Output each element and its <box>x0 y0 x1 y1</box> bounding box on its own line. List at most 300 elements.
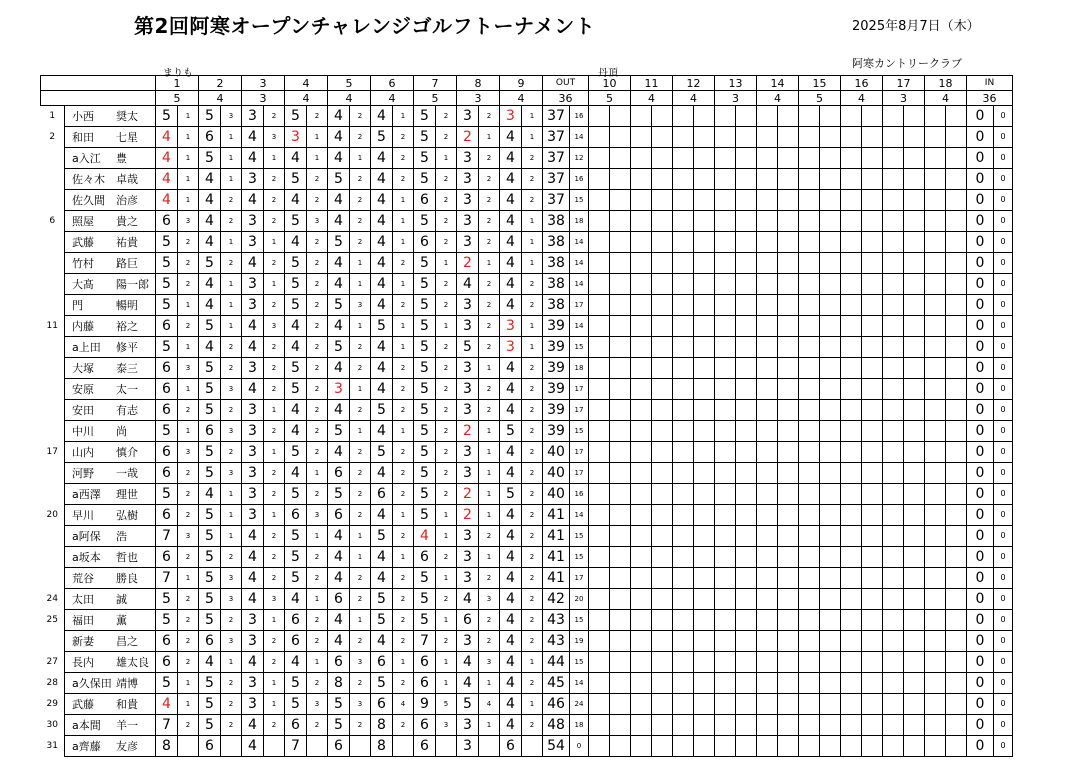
out-total: 43 <box>543 610 570 631</box>
hole-strokes: 4 <box>500 295 522 316</box>
hole-strokes: 6 <box>156 652 178 673</box>
back-nine-cell <box>694 484 715 505</box>
out-points-total: 24 <box>570 694 589 715</box>
player-given-name: 哲也 <box>116 550 138 564</box>
hole-strokes: 4 <box>371 631 393 652</box>
hole-strokes: 4 <box>371 106 393 127</box>
back-nine-cell <box>778 736 799 757</box>
hole-points: 2 <box>264 106 285 127</box>
back-nine-cell <box>589 631 610 652</box>
back-nine-cell <box>589 694 610 715</box>
back-nine-cell <box>841 106 862 127</box>
hole-points: 1 <box>178 421 199 442</box>
out-points-total: 15 <box>570 421 589 442</box>
hole-strokes: 4 <box>371 190 393 211</box>
back-nine-cell <box>631 442 652 463</box>
hole-strokes: 4 <box>371 211 393 232</box>
back-nine-cell <box>694 190 715 211</box>
hole-strokes: 6 <box>285 631 307 652</box>
back-nine-cell <box>631 253 652 274</box>
hole-strokes: 5 <box>414 295 436 316</box>
hole-points: 2 <box>393 127 414 148</box>
back-nine-cell <box>862 190 883 211</box>
back-nine-cell <box>736 358 757 379</box>
player-name <box>65 505 156 526</box>
hole-strokes: 3 <box>242 358 264 379</box>
hole-points: 2 <box>436 337 457 358</box>
hole-number: 13 <box>715 76 757 91</box>
hole-strokes: 4 <box>199 169 221 190</box>
out-total: 40 <box>543 442 570 463</box>
back-nine-cell <box>757 736 778 757</box>
hole-points: 2 <box>522 295 543 316</box>
back-nine-cell <box>589 673 610 694</box>
back-nine-cell <box>694 232 715 253</box>
hole-strokes: 3 <box>457 211 479 232</box>
in-points-total: 0 <box>994 652 1013 673</box>
hole-points: 3 <box>221 106 242 127</box>
hole-points: 2 <box>350 463 371 484</box>
hole-points: 2 <box>307 358 328 379</box>
hole-points: 2 <box>522 673 543 694</box>
back-nine-cell <box>883 127 904 148</box>
hole-points: 2 <box>264 379 285 400</box>
back-nine-cell <box>820 211 841 232</box>
back-nine-cell <box>589 568 610 589</box>
rank <box>41 463 65 484</box>
hole-points: 2 <box>479 232 500 253</box>
hole-strokes: 3 <box>242 421 264 442</box>
back-nine-cell <box>904 568 925 589</box>
back-nine-cell <box>946 127 967 148</box>
hole-points: 2 <box>264 568 285 589</box>
hole-points: 1 <box>221 316 242 337</box>
in-points-total: 0 <box>994 169 1013 190</box>
hole-strokes: 4 <box>371 169 393 190</box>
back-nine-cell <box>778 463 799 484</box>
back-nine-cell <box>652 211 673 232</box>
player-given-name: 卓哉 <box>116 172 138 186</box>
back-nine-cell <box>610 316 631 337</box>
hole-points: 2 <box>436 274 457 295</box>
hole-strokes: 5 <box>414 274 436 295</box>
hole-points: 2 <box>307 547 328 568</box>
in-header: IN <box>967 76 1013 91</box>
back-nine-cell <box>589 232 610 253</box>
back-nine-cell <box>631 337 652 358</box>
player-name <box>65 106 156 127</box>
hole-points: 2 <box>264 295 285 316</box>
hole-strokes: 3 <box>457 526 479 547</box>
player-row <box>41 463 1013 484</box>
in-points-total: 0 <box>994 232 1013 253</box>
back-nine-cell <box>883 211 904 232</box>
hole-points: 1 <box>221 526 242 547</box>
back-nine-cell <box>841 253 862 274</box>
hole-strokes: 4 <box>242 379 264 400</box>
back-nine-cell <box>883 295 904 316</box>
hole-strokes: 3 <box>242 442 264 463</box>
back-nine-cell <box>862 526 883 547</box>
hole-strokes: 2 <box>457 253 479 274</box>
hole-strokes: 3 <box>457 379 479 400</box>
back-nine-cell <box>610 547 631 568</box>
back-nine-cell <box>652 442 673 463</box>
hole-points: 2 <box>178 652 199 673</box>
hole-strokes: 4 <box>156 169 178 190</box>
back-nine-cell <box>946 253 967 274</box>
back-nine-cell <box>610 148 631 169</box>
hole-strokes: 4 <box>500 253 522 274</box>
back-nine-cell <box>673 421 694 442</box>
back-nine-cell <box>631 421 652 442</box>
back-nine-cell <box>673 505 694 526</box>
player-family-name: a西澤 <box>72 487 101 501</box>
player-name <box>65 652 156 673</box>
hole-points: 2 <box>178 505 199 526</box>
hole-points: 2 <box>178 610 199 631</box>
hole-points: 1 <box>479 421 500 442</box>
hole-points: 1 <box>436 148 457 169</box>
hole-points: 2 <box>436 547 457 568</box>
back-nine-cell <box>883 232 904 253</box>
back-nine-cell <box>631 484 652 505</box>
player-given-name: 太一 <box>116 382 138 396</box>
hole-points: 3 <box>307 211 328 232</box>
hole-points: 2 <box>350 568 371 589</box>
out-points-total: 15 <box>570 526 589 547</box>
back-nine-cell <box>862 421 883 442</box>
hole-strokes: 4 <box>371 148 393 169</box>
hole-points: 2 <box>393 253 414 274</box>
hole-strokes: 6 <box>156 400 178 421</box>
back-nine-cell <box>652 295 673 316</box>
back-nine-cell <box>694 337 715 358</box>
back-nine-cell <box>778 673 799 694</box>
hole-strokes: 3 <box>457 400 479 421</box>
hole-strokes: 4 <box>199 484 221 505</box>
hole-strokes: 4 <box>500 442 522 463</box>
back-nine-cell <box>736 295 757 316</box>
back-nine-cell <box>715 337 736 358</box>
back-nine-cell <box>799 652 820 673</box>
hole-strokes: 4 <box>500 127 522 148</box>
back-nine-cell <box>925 736 946 757</box>
back-nine-cell <box>736 106 757 127</box>
hole-strokes: 4 <box>414 526 436 547</box>
out-total: 38 <box>543 232 570 253</box>
hole-points: 2 <box>178 631 199 652</box>
hole-strokes: 4 <box>328 400 350 421</box>
back-nine-cell <box>694 211 715 232</box>
hole-number: 14 <box>757 76 799 91</box>
back-nine-cell <box>778 169 799 190</box>
hole-points: 1 <box>350 526 371 547</box>
hole-strokes: 5 <box>414 106 436 127</box>
hole-number: 8 <box>457 76 500 91</box>
hole-strokes: 5 <box>156 295 178 316</box>
back-nine-cell <box>904 232 925 253</box>
back-nine-cell <box>673 526 694 547</box>
back-nine-cell <box>652 127 673 148</box>
hole-points: 1 <box>436 316 457 337</box>
back-nine-cell <box>925 169 946 190</box>
hole-points: 2 <box>307 274 328 295</box>
hole-points: 2 <box>350 127 371 148</box>
back-nine-cell <box>799 505 820 526</box>
rank: 20 <box>46 509 58 520</box>
hole-strokes: 5 <box>156 673 178 694</box>
out-total: 41 <box>543 568 570 589</box>
hole-strokes: 4 <box>371 337 393 358</box>
rank <box>41 148 65 169</box>
player-row <box>41 106 1013 127</box>
back-nine-cell <box>862 379 883 400</box>
hole-points: 1 <box>264 442 285 463</box>
hole-strokes: 3 <box>242 673 264 694</box>
back-nine-cell <box>757 400 778 421</box>
hole-number: 2 <box>199 76 242 91</box>
back-nine-cell <box>757 148 778 169</box>
hole-strokes: 7 <box>285 736 307 757</box>
out-total: 46 <box>543 694 570 715</box>
back-nine-cell <box>778 484 799 505</box>
in-points-total: 0 <box>994 589 1013 610</box>
par-value: 5 <box>589 91 631 106</box>
hole-strokes: 5 <box>156 253 178 274</box>
hole-strokes: 6 <box>328 463 350 484</box>
hole-strokes: 5 <box>199 400 221 421</box>
back-nine-cell <box>820 673 841 694</box>
back-nine-cell <box>820 736 841 757</box>
back-nine-cell <box>694 463 715 484</box>
hole-strokes: 6 <box>285 505 307 526</box>
hole-strokes: 4 <box>328 442 350 463</box>
in-points-total: 0 <box>994 421 1013 442</box>
player-row <box>41 274 1013 295</box>
player-name <box>65 148 156 169</box>
hole-strokes: 4 <box>457 589 479 610</box>
back-nine-cell <box>631 106 652 127</box>
hole-strokes: 4 <box>199 190 221 211</box>
hole-points: 3 <box>479 589 500 610</box>
back-nine-cell <box>820 400 841 421</box>
back-nine-cell <box>673 106 694 127</box>
back-nine-cell <box>799 106 820 127</box>
out-header: OUT <box>543 76 589 91</box>
hole-strokes: 3 <box>457 232 479 253</box>
back-nine-cell <box>736 736 757 757</box>
hole-strokes: 4 <box>500 505 522 526</box>
back-nine-cell <box>841 169 862 190</box>
hole-points: 1 <box>264 148 285 169</box>
back-nine-cell <box>610 421 631 442</box>
hole-strokes: 5 <box>285 274 307 295</box>
back-nine-cell <box>757 253 778 274</box>
hole-points: 1 <box>436 673 457 694</box>
hole-strokes: 8 <box>156 736 178 757</box>
hole-strokes: 4 <box>242 652 264 673</box>
hole-points: 2 <box>350 190 371 211</box>
hole-number: 6 <box>371 76 414 91</box>
hole-points: 1 <box>221 274 242 295</box>
hole-strokes: 7 <box>156 526 178 547</box>
back-nine-cell <box>757 211 778 232</box>
back-nine-cell <box>652 169 673 190</box>
hole-points: 1 <box>479 253 500 274</box>
hole-points: 2 <box>393 568 414 589</box>
player-given-name: 暢明 <box>116 298 138 312</box>
back-nine-cell <box>904 400 925 421</box>
hole-strokes: 4 <box>242 148 264 169</box>
out-points-total: 17 <box>570 442 589 463</box>
hole-strokes: 4 <box>500 358 522 379</box>
in-total: 0 <box>967 694 994 715</box>
out-total: 39 <box>543 316 570 337</box>
player-name <box>65 526 156 547</box>
back-nine-cell <box>841 232 862 253</box>
back-nine-cell <box>610 631 631 652</box>
back-nine-cell <box>820 589 841 610</box>
out-points-total: 18 <box>570 358 589 379</box>
back-nine-cell <box>925 211 946 232</box>
back-nine-cell <box>652 232 673 253</box>
page-title: 第2回阿寒オープンチャレンジゴルフトーナメント <box>134 14 596 38</box>
back-nine-cell <box>757 316 778 337</box>
out-total: 37 <box>543 148 570 169</box>
back-nine-cell <box>841 127 862 148</box>
back-nine-cell <box>862 127 883 148</box>
hole-points: 2 <box>264 253 285 274</box>
hole-strokes: 8 <box>371 736 393 757</box>
hole-strokes: 5 <box>285 358 307 379</box>
player-row <box>41 694 1013 715</box>
back-nine-cell <box>799 127 820 148</box>
hole-points: 1 <box>221 505 242 526</box>
back-nine-cell <box>946 274 967 295</box>
back-nine-cell <box>757 631 778 652</box>
hole-strokes: 5 <box>414 463 436 484</box>
back-nine-cell <box>694 715 715 736</box>
back-nine-cell <box>673 631 694 652</box>
back-nine-cell <box>799 694 820 715</box>
player-given-name: 陽一郎 <box>116 277 149 291</box>
hole-points: 2 <box>178 253 199 274</box>
hole-points: 3 <box>178 442 199 463</box>
par-value: 4 <box>757 91 799 106</box>
hole-points: 1 <box>436 505 457 526</box>
rank: 2 <box>49 131 56 142</box>
hole-strokes: 5 <box>199 568 221 589</box>
back-nine-cell <box>841 505 862 526</box>
in-points-total: 0 <box>994 106 1013 127</box>
hole-points: 3 <box>178 211 199 232</box>
hole-points: 2 <box>221 715 242 736</box>
hole-points: 2 <box>522 148 543 169</box>
back-nine-cell <box>862 673 883 694</box>
player-name <box>65 442 156 463</box>
hole-points: 1 <box>307 652 328 673</box>
back-nine-cell <box>904 190 925 211</box>
hole-points: 2 <box>221 337 242 358</box>
hole-points: 1 <box>221 169 242 190</box>
back-nine-cell <box>862 232 883 253</box>
hole-strokes: 5 <box>328 169 350 190</box>
hole-strokes: 3 <box>242 232 264 253</box>
hole-points: 1 <box>178 127 199 148</box>
player-row <box>41 358 1013 379</box>
hole-strokes: 4 <box>371 274 393 295</box>
back-nine-cell <box>946 106 967 127</box>
hole-strokes: 5 <box>457 337 479 358</box>
back-nine-cell <box>799 316 820 337</box>
out-total: 40 <box>543 463 570 484</box>
player-family-name: 小西 <box>72 109 94 123</box>
back-nine-cell <box>694 505 715 526</box>
back-nine-cell <box>631 589 652 610</box>
hole-strokes: 5 <box>328 694 350 715</box>
back-nine-cell <box>736 589 757 610</box>
rank: 31 <box>46 740 58 751</box>
back-nine-cell <box>925 547 946 568</box>
back-nine-cell <box>862 463 883 484</box>
back-nine-cell <box>820 337 841 358</box>
hole-points: 2 <box>522 274 543 295</box>
back-nine-cell <box>799 589 820 610</box>
out-total: 45 <box>543 673 570 694</box>
hole-points: 2 <box>522 568 543 589</box>
hole-points: 2 <box>479 610 500 631</box>
hole-points: 3 <box>264 127 285 148</box>
back-nine-cell <box>652 190 673 211</box>
hole-points: 1 <box>178 148 199 169</box>
back-nine-cell <box>841 694 862 715</box>
hole-strokes: 6 <box>156 316 178 337</box>
hole-points: 2 <box>264 526 285 547</box>
back-nine-cell <box>652 694 673 715</box>
hole-points: 1 <box>178 337 199 358</box>
back-nine-cell <box>757 463 778 484</box>
hole-strokes: 4 <box>500 526 522 547</box>
back-nine-cell <box>862 169 883 190</box>
back-nine-cell <box>673 715 694 736</box>
hole-strokes: 6 <box>156 505 178 526</box>
player-given-name: 一哉 <box>116 466 138 480</box>
hole-points: 1 <box>479 127 500 148</box>
back-nine-cell <box>673 169 694 190</box>
back-nine-cell <box>736 568 757 589</box>
back-nine-cell <box>715 400 736 421</box>
hole-strokes: 4 <box>156 694 178 715</box>
back-nine-cell <box>820 568 841 589</box>
back-nine-cell <box>610 295 631 316</box>
back-nine-cell <box>778 547 799 568</box>
back-nine-cell <box>904 736 925 757</box>
player-given-name: 雄太良 <box>116 655 149 669</box>
hole-points: 1 <box>393 421 414 442</box>
hole-strokes: 4 <box>285 652 307 673</box>
hole-points: 2 <box>221 673 242 694</box>
back-nine-cell <box>736 232 757 253</box>
hole-strokes: 4 <box>457 673 479 694</box>
in-total: 0 <box>967 610 994 631</box>
back-nine-cell <box>841 610 862 631</box>
hole-strokes: 5 <box>156 484 178 505</box>
in-total: 0 <box>967 421 994 442</box>
hole-strokes: 5 <box>199 316 221 337</box>
hole-strokes: 4 <box>285 316 307 337</box>
hole-strokes: 3 <box>500 337 522 358</box>
